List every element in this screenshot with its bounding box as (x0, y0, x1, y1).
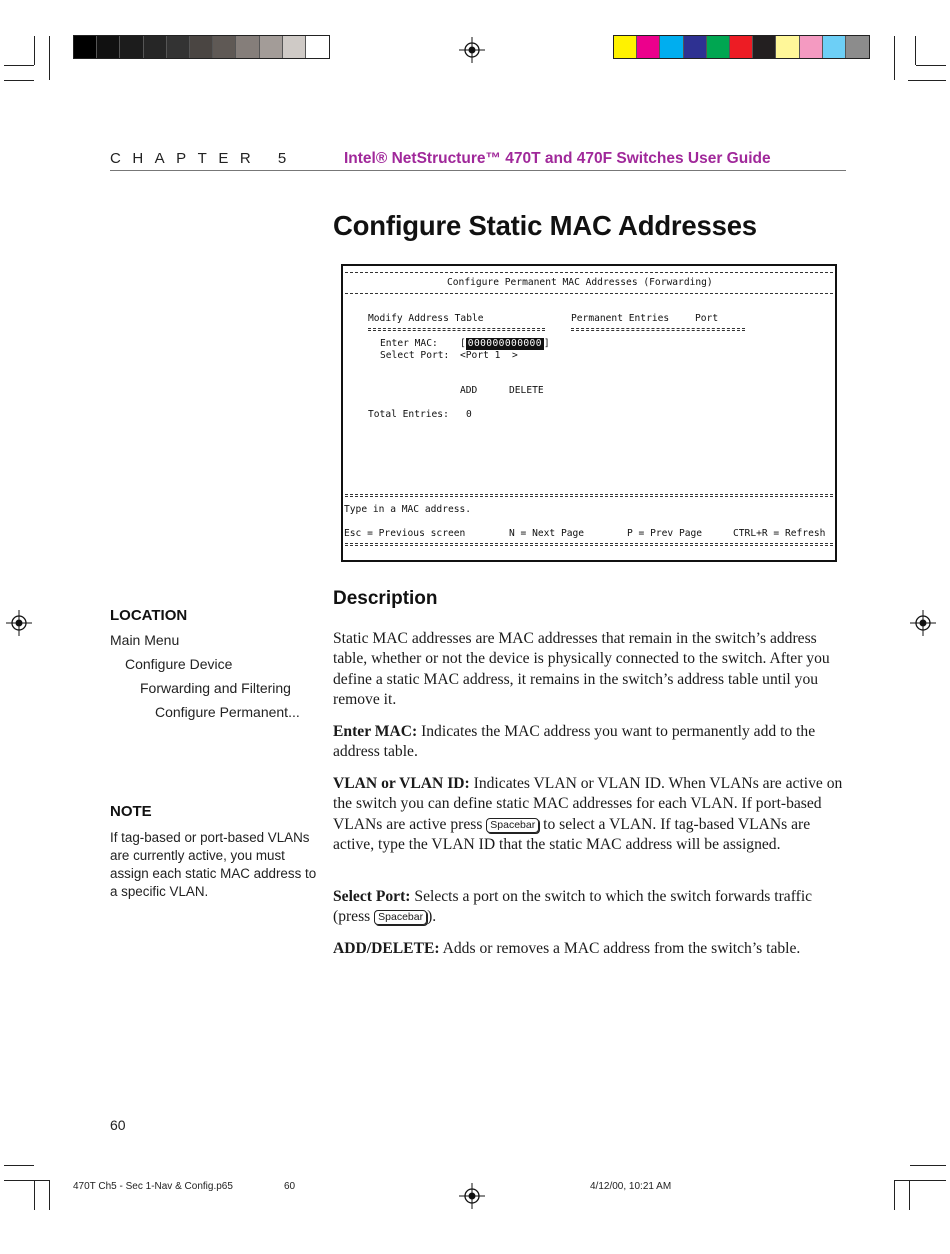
page-title: Configure Static MAC Addresses (333, 210, 757, 241)
spacebar-key-icon: Spacebar (374, 910, 427, 925)
color-swatch (167, 36, 190, 58)
color-swatch (684, 36, 707, 58)
registration-mark-icon (910, 610, 936, 636)
select-port-term: Select Port: (333, 888, 411, 905)
port-column-heading: Port (695, 313, 719, 324)
note-text: If tag-based or port-based VLANs are currently active, you must assign each static MAC address to a specific VLAN. (110, 830, 317, 899)
delete-button[interactable]: DELETE (509, 385, 544, 396)
location-path-item: Configure Device (125, 656, 233, 672)
select-port-label: Select Port: (380, 350, 450, 361)
location-path-item: Configure Permanent... (155, 704, 300, 720)
color-swatch (97, 36, 120, 58)
intro-paragraph: Static MAC addresses are MAC addresses that remain in the switch’s address table, whether or not the device is physically connected to the switch. After you define a static MAC address, it remains in the switch’s address table until you remove it. (333, 630, 830, 708)
enter-mac-paragraph (333, 722, 845, 763)
location-path-item: Main Menu (110, 632, 180, 648)
modify-address-table-heading: Modify Address Table (368, 313, 484, 324)
next-page-key-hint[interactable]: N = Next Page (509, 528, 585, 539)
color-swatch (283, 36, 306, 58)
total-entries-label: Total Entries: (368, 409, 449, 420)
color-swatch (660, 36, 683, 58)
terminal-screen (341, 264, 837, 562)
select-port-definition-part2: ). (427, 908, 437, 926)
select-port-paragraph (333, 887, 845, 928)
note-heading: NOTE (110, 803, 152, 820)
enter-mac-input[interactable]: [ 000000000000 ] (460, 338, 550, 349)
footer-date: 4/12/00, 10:21 AM (590, 1181, 672, 1192)
color-swatch (614, 36, 637, 58)
vlan-paragraph (333, 774, 845, 855)
terminal-title: Configure Permanent MAC Addresses (Forwarding) (447, 277, 713, 288)
enter-mac-definition: Indicates the MAC address you want to permanently add to the address table. (333, 723, 816, 761)
color-swatch (74, 36, 97, 58)
color-swatch (753, 36, 776, 58)
enter-mac-label: Enter MAC: (380, 338, 438, 349)
color-swatch (800, 36, 823, 58)
spacebar-key-icon: Spacebar (486, 818, 539, 833)
add-delete-paragraph (333, 939, 845, 959)
add-delete-definition: Adds or removes a MAC address from the switch’s table. (439, 940, 801, 957)
page-number: 60 (110, 1117, 126, 1133)
status-message: Type in a MAC address. (344, 504, 472, 515)
color-swatch (846, 36, 869, 58)
guide-title: Intel® NetStructure™ 470T and 470F Switches User Guide (344, 150, 771, 167)
location-path-item: Forwarding and Filtering (140, 680, 291, 696)
process-color-bar (613, 35, 870, 59)
divider (345, 494, 833, 497)
footer-file-name: 470T Ch5 - Sec 1-Nav & Config.p65 (73, 1181, 233, 1192)
divider (368, 328, 545, 331)
header-divider (110, 170, 846, 171)
divider (345, 293, 833, 294)
vlan-definition-part2: to select a VLAN. If tag-based VLANs are active, type the VLAN ID that the static MAC address will be assigned. (333, 815, 811, 853)
refresh-key-hint[interactable]: CTRL+R = Refresh (733, 528, 826, 539)
permanent-entries-heading: Permanent Entries (571, 313, 670, 324)
color-swatch (144, 36, 167, 58)
color-swatch (236, 36, 259, 58)
enter-mac-term: Enter MAC: (333, 723, 418, 740)
color-swatch (120, 36, 143, 58)
color-swatch (306, 36, 329, 58)
color-swatch (260, 36, 283, 58)
registration-mark-icon (459, 1183, 485, 1209)
color-swatch (730, 36, 753, 58)
color-swatch (776, 36, 799, 58)
grayscale-color-bar (73, 35, 330, 59)
divider (345, 543, 833, 546)
add-button[interactable]: ADD (460, 385, 478, 396)
color-swatch (190, 36, 213, 58)
chapter-label: CHAPTER 5 (110, 150, 298, 167)
esc-key-hint[interactable]: Esc = Previous screen (344, 528, 466, 539)
color-swatch (823, 36, 846, 58)
select-port-dropdown[interactable]: <Port 1 > (460, 350, 518, 361)
divider (571, 328, 745, 331)
registration-mark-icon (459, 37, 485, 63)
footer-page: 60 (284, 1181, 296, 1192)
vlan-definition-part1: Indicates VLAN or VLAN ID. When VLANs are active on the switch you can define static MAC addresses for each VLAN. If port-based VLANs are active press (333, 775, 843, 833)
description-heading: Description (333, 588, 438, 609)
color-swatch (707, 36, 730, 58)
vlan-term: VLAN or VLAN ID: (333, 775, 470, 792)
color-swatch (637, 36, 660, 58)
color-swatch (213, 36, 236, 58)
registration-mark-icon (6, 610, 32, 636)
add-delete-term: ADD/DELETE: (333, 940, 440, 957)
prev-page-key-hint[interactable]: P = Prev Page (627, 528, 703, 539)
mac-value: 000000000000 (467, 338, 542, 349)
total-entries-value: 0 (466, 409, 472, 420)
divider (345, 272, 833, 273)
location-heading: LOCATION (110, 607, 188, 624)
select-port-definition-part1: Selects a port on the switch to which the switch forwards traffic (press (333, 888, 813, 926)
